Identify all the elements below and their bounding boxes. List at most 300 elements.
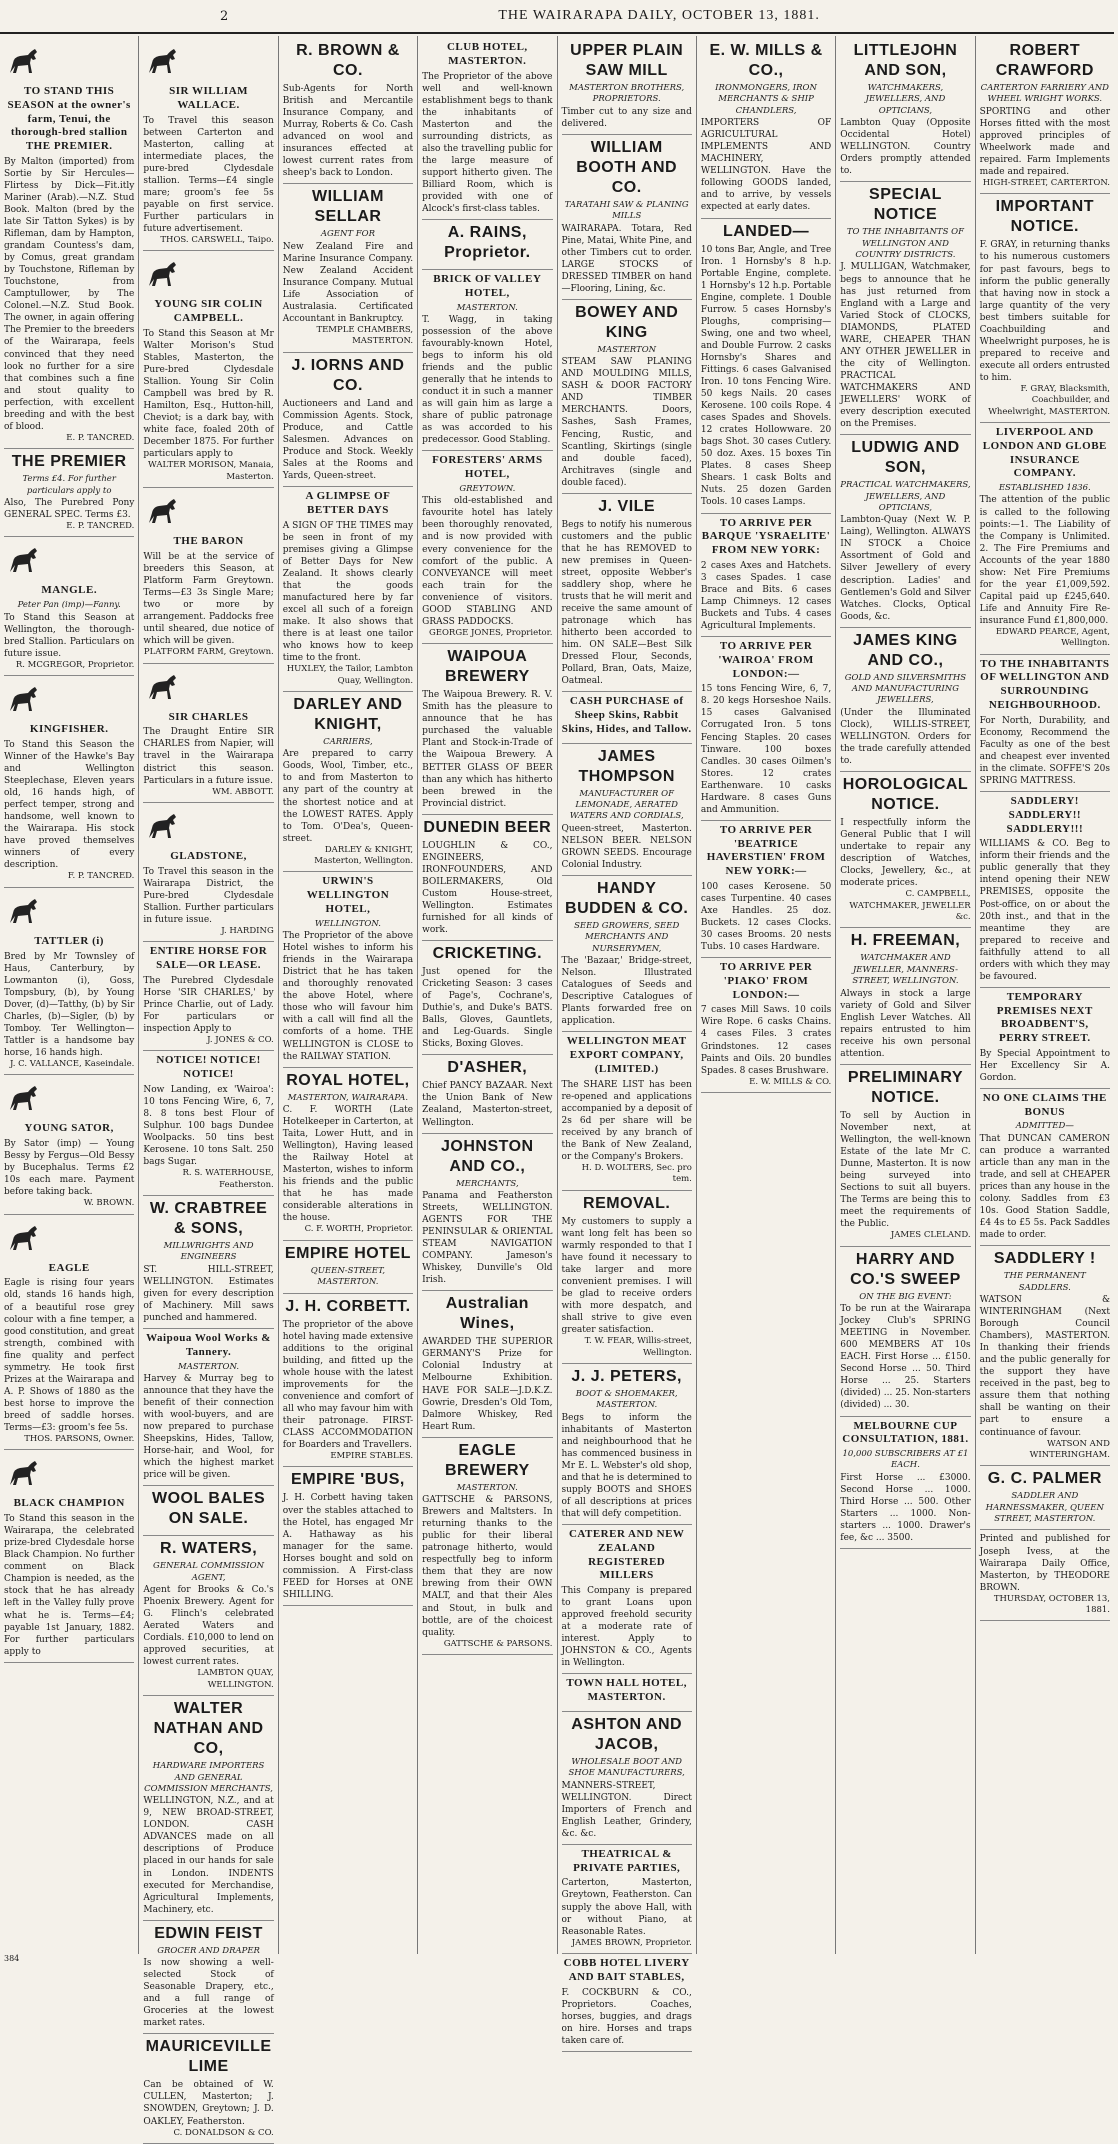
ad-signature: R. S. WATERHOUSE, Featherston.: [182, 1168, 274, 1190]
horse-illustration: [4, 542, 134, 582]
advertisement: [422, 1134, 552, 1292]
ad-body: 100 cases Kerosene. 50 cases Turpentine. 40 cases Axe Handles. 25 doz. Buckets. 12 cases Clocks. 30 cases Brooms. 20 nests Tubs. 10 cases Hardware.: [700, 881, 832, 953]
ad-heading: EMPIRE 'BUS,: [291, 1471, 405, 1489]
masthead: [0, 0, 1114, 34]
ad-body: To Travel this season in the Wairarapa District, the Pure-bred Clydesdale Stallion. Further particulars in future issue.: [143, 866, 274, 925]
ad-heading: JOHNSTON AND CO.,: [441, 1137, 534, 1175]
ad-heading: WAIPOUA BREWERY: [444, 648, 530, 686]
ad-body: LOUGHLIN & CO., ENGINEERS, IRONFOUNDERS, AND BOILERMAKERS, Old Custom House-street, Wellington. Estimates furnished for all kinds of work.: [422, 840, 553, 936]
ad-signature: HUXLEY, the Tailor, Lambton Quay, Wellington.: [286, 664, 414, 686]
ad-heading: FORESTERS' ARMS HOTEL,: [432, 454, 543, 481]
ad-heading: J. J. PETERS,: [571, 1367, 682, 1385]
advertisement: [980, 655, 1110, 792]
ad-signature: EDWARD PEARCE, Agent, Wellington.: [995, 626, 1110, 649]
ad-heading: EMPIRE HOTEL: [284, 1244, 411, 1262]
ad-subheading: WHOLESALE BOOT AND SHOE MANUFACTURERS,: [568, 1756, 685, 1779]
column-5: [558, 36, 697, 2046]
ad-body: SPORTING and other Horses fitted with the most approved principles of Wheelwork made and repaired. Farm Implements made and repaired.: [979, 106, 1110, 177]
ad-subheading: GREYTOWN.: [459, 483, 516, 494]
advertisement: [562, 135, 692, 300]
ad-heading: J. VILE: [598, 497, 656, 515]
ad-heading: EAGLE BREWERY: [444, 1441, 530, 1479]
horse-illustration: [4, 1080, 134, 1120]
advertisement: [143, 1196, 273, 1329]
ad-body: This Company is prepared to grant Loans upon approved freehold security at a moderate rate of interest. Apply to JOHNSTON & CO., Agents in Wellington.: [561, 1586, 692, 1669]
advertisement: [283, 872, 413, 1067]
ad-subheading: TARATAHI SAW & PLANING MILLS: [564, 199, 689, 222]
ad-heading: EDWIN FEIST: [154, 1924, 263, 1942]
ad-heading: HANDY BUDDEN & CO.: [565, 879, 689, 917]
ad-signature: GATTSCHE & PARSONS.: [443, 1638, 553, 1649]
ad-body: Panama and Featherston Streets, WELLINGTON. AGENTS FOR THE PENINSULAR & ORIENTAL STEAM NAVIGATION COMPANY. Jameson's Whiskey, Dunville's Old Irish.: [422, 1190, 553, 1286]
advertisement: [143, 251, 273, 488]
ad-heading: ROYAL HOTEL,: [286, 1071, 410, 1089]
ad-body: Lambton Quay (Opposite Occidental Hotel) WELLINGTON. Country Orders promptly attended to.: [840, 118, 971, 177]
advertisement: [701, 637, 831, 821]
ad-body: The Draught Entire SIR CHARLES from Napier, will travel in the Wairarapa district this season. Particulars in a future issue.: [143, 727, 274, 786]
ad-body: WATSON & WINTERINGHAM (Next Borough Council Chambers), MASTERTON. In thanking their friends and the public generally for the support they have received in the past, beg to assure them that nothing shall be wanting on their part to ensure a continuance of favour.: [979, 1295, 1110, 1438]
ad-heading: ROBERT CRAWFORD: [995, 42, 1094, 79]
ad-subheading: MASTERTON, WAIRARAPA.: [287, 1092, 409, 1103]
ad-heading: LUDWIG AND SON,: [851, 439, 960, 477]
advertisement: [143, 664, 273, 803]
ad-signature: PLATFORM FARM, Greytown.: [143, 647, 274, 658]
ad-body: Now Landing, ex 'Wairoa': 10 tons Fencing Wire, 6, 7, 8. 8 tons best Flour of Sulphur. 100 bags Dundee Woolpacks. 50 tins best Kerosene. 10 tons Salt. 250 bags Sugar.: [143, 1084, 274, 1168]
ad-body: To Travel this season between Carterton and Masterton, calling at intermediate places, the pure-bred Clydesdale stallion. Terms—£4 single mare; groom's fee 5s payable on first service. Further particulars in future advertisement.: [143, 115, 274, 234]
advertisement: [840, 38, 970, 182]
ad-heading: IMPORTANT NOTICE.: [995, 198, 1095, 236]
ad-heading: TO ARRIVE PER 'PIAKO' FROM LONDON:—: [719, 961, 813, 1001]
ad-heading: TATTLER (i): [34, 934, 104, 947]
ad-subheading: MANUFACTURER OF LEMONADE, AERATED WATERS AND CORDIALS,: [569, 788, 684, 822]
advertisement: [701, 38, 831, 219]
advertisement: [980, 792, 1110, 988]
ad-subheading: SEED GROWERS, SEED MERCHANTS AND NURSERYMEN,: [574, 920, 680, 954]
ad-heading: THEATRICAL & PRIVATE PARTIES,: [573, 1847, 681, 1874]
ad-subheading: HARDWARE IMPORTERS AND GENERAL COMMISSION MERCHANTS,: [144, 1761, 273, 1794]
advertisement: [283, 1467, 413, 1605]
ad-signature: EMPIRE STABLES.: [330, 1451, 414, 1462]
advertisement: [143, 2034, 273, 2144]
ad-body: Begs to notify his numerous customers and the public that he has REMOVED to new premises in Queen-street, opposite Webber's saddlery shop, where he trusts that he will merit and receive the same amount of patronage which has hitherto been accorded to him. ON SALE—Best Silk Dressed Flour, Seconds, Pollard, Bran, Oats, Maize, Oatmeal.: [561, 519, 692, 687]
ad-heading: WOOL BALES ON SALE.: [151, 1490, 266, 1528]
ad-body: 2 cases Axes and Hatchets. 3 cases Spades. 1 case Brace and Bits. 6 cases Lamp Chimneys. 12 cases Buckets and Tubs. 4 cases Agricultural Implements.: [700, 560, 832, 632]
ad-subheading: BOOT & SHOEMAKER, MASTERTON.: [575, 1388, 678, 1411]
advertisement: [422, 941, 552, 1055]
ad-body: First Horse ... £3000. Second Horse ... 1000. Third Horse ... 500. Other Starters ... 1000. Non-starters ... 1000. Drawer's fee, &c ... 3500.: [840, 1472, 971, 1543]
advertisement: [562, 1191, 692, 1364]
ad-body: WELLINGTON, N.Z., and at 9, NEW BROAD-STREET, LONDON. CASH ADVANCES made on all descriptions of Produce placed in our hands for sale in London. INDENTS executed for Merchandise, Agricultural Implements, Machinery, etc.: [143, 1796, 274, 1915]
advertisement: [4, 537, 134, 676]
ad-signature: LAMBTON QUAY, WELLINGTON.: [197, 1668, 274, 1690]
advertisement: [980, 1466, 1110, 1530]
advertisement: [562, 1674, 692, 1712]
ad-heading: EAGLE: [48, 1261, 90, 1274]
ad-body: J. MULLIGAN, Watchmaker, begs to announce that he has just returned from England with a Large and Varied Stock of CLOCKS, DIAMONDS, PLATED WARE, CHEAPER THAN ANY OTHER JEWELLER in the city of Wellington. PRACTICAL WATCHMAKERS AND JEWELLERS' WORK of every description executed on the Premises.: [840, 262, 971, 430]
ad-heading: WILLIAM BOOTH AND CO.: [576, 138, 678, 196]
advertisement: [980, 38, 1110, 194]
ad-subheading: MASTERTON: [597, 344, 657, 355]
advertisement: [840, 1065, 970, 1247]
ad-heading: JAMES KING AND CO.,: [853, 631, 958, 669]
ad-heading: CLUB HOTEL, MASTERTON.: [446, 41, 528, 67]
ad-signature: H. D. WOLTERS, Sec. pro tem.: [581, 1162, 692, 1185]
ad-body: I respectfully inform the General Public that I will undertake to repair any description of Watches, Clocks, Jewellery, &c., at moderate prices.: [840, 818, 971, 889]
advertisement: [980, 423, 1110, 655]
advertisement: [4, 1075, 134, 1214]
ad-subheading: TO THE INHABITANTS OF WELLINGTON AND COUNTRY DISTRICTS.: [846, 227, 964, 261]
ad-body: STEAM SAW PLANING AND MOULDING MILLS, SASH & DOOR FACTORY AND TIMBER MERCHANTS. Doors, Sashes, Sash Frames, Fencing, Rustic, and Scantling, Skirtings (single and double faced), Architraves (single and double faced).: [561, 357, 692, 488]
ad-body: To Stand this Season the Winner of the Hawke's Bay and Wellington Steeplechase, Eleven years old, 16 hands high, of perfect temper, strong and handsome, well known to the Wairarapa. His stock have proved themselves winners of every description.: [4, 739, 135, 871]
ad-subheading: THE PERMANENT SADDLERS.: [1003, 1271, 1086, 1293]
ad-signature: J. JONES & CO.: [207, 1035, 274, 1046]
ad-body: 7 cases Mill Saws. 10 coils Wire Rope. 6 casks Chains. 4 cases Files. 3 crates Grindstones. 12 cases Paints and Oils. 20 bundles Spades. 8 cases Brushware.: [700, 1005, 832, 1076]
ad-heading: NO ONE CLAIMS THE BONUS: [982, 1091, 1107, 1118]
ad-signature: F. P. TANCRED.: [67, 871, 135, 882]
column-7: [836, 36, 975, 1954]
ad-subheading: 10,000 SUBSCRIBERS AT £1 EACH.: [842, 1449, 969, 1471]
advertisement: [283, 487, 413, 692]
page-number: 2: [220, 8, 229, 24]
ad-subheading: PRACTICAL WATCHMAKERS, JEWELLERS, AND OPTICIANS,: [840, 480, 971, 513]
advertisement: [283, 38, 413, 184]
ad-body: Carterton, Masterton, Greytown, Featherston. Can supply the above Hall, with or without Piano, at Reasonable Rates.: [561, 1878, 692, 1937]
ad-subheading: GENERAL COMMISSION AGENT,: [153, 1561, 265, 1583]
advertisement: [422, 38, 552, 220]
page-footer: 384: [4, 1954, 20, 1963]
ad-body: Begs to inform the inhabitants of Masterton and neighbourhood that he has commenced business in Mr E. L. Webster's old shop, and that he is determined to supply BOOTS and SHOES of all descriptions at prices that will defy competition.: [561, 1412, 692, 1520]
ad-body: J. H. Corbett having taken over the stables attached to the Hotel, has engaged Mr A. Hathaway as his manager for the same. Horses bought and sold on commission. A First-class FEED for Horses at ONE SHILLING.: [282, 1493, 414, 1600]
ad-body: This old-established and favourite hotel has lately been thoroughly renovated, and is now provided with every convenience for the comfort of the public. A CONVEYANCE will meet each train for the convenience of visitors. GOOD STABLING AND GRASS PADDOCKS.: [422, 496, 553, 627]
ad-signature: HIGH-STREET, CARTERTON.: [982, 178, 1110, 189]
ad-body: Sub-Agents for North British and Mercantile Insurance Company, and Murray, Roberts & Co. Cash advanced on wool and insurances effected at lowest current rates from sheep's back to London.: [282, 84, 414, 179]
advertisement: [701, 219, 831, 514]
ad-heading: LANDED—: [722, 222, 810, 240]
advertisement: [422, 451, 552, 644]
ad-body: Bred by Mr Townsley of Haus, Canterbury, by Lowmanton (i), Goss, Tompsbury, (b), by Young Dover, (d)—Tatthy, (b) by Sir Charles, (b)—Sigler, (b) by Tomboy. Ter Wellington—Tattler is a handsome bay horse, 16 hands high.: [4, 951, 135, 1058]
ad-body: The Proprietor of the above well and well-known establishment begs to thank the inhabitants of Masterton and the surrounding districts, as also the travelling public for the large measure of support hitherto given. The Billiard Room, which is provided with one of Alcock's first-class tables.: [422, 71, 553, 215]
ad-signature: WATSON AND WINTERINGHAM.: [1029, 1438, 1110, 1460]
ad-body: Timber cut to any size and delivered.: [561, 106, 692, 129]
ad-heading: HARRY AND CO.'S SWEEP: [850, 1250, 961, 1288]
ad-heading: TEMPORARY PREMISES NEXT BROADBENT'S, PERRY STREET.: [996, 990, 1093, 1045]
ad-body: The proprietor of the above hotel having made extensive additions to the original building, and fitted up the whole house with the latest improvements for the convenience and comfort of all who may favour him with their patronage. FIRST-CLASS ACCOMMODATION for Boarders and Travellers.: [282, 1319, 414, 1451]
ad-heading: E. W. MILLS & CO.,: [709, 42, 823, 79]
horse-illustration: [143, 493, 273, 533]
advertisement: [143, 803, 273, 942]
advertisement: [562, 1032, 692, 1190]
advertisement: [283, 1241, 413, 1294]
ad-signature: TEMPLE CHAMBERS, MASTERTON.: [316, 325, 414, 347]
ad-heading: J. IORNS AND CO.: [291, 356, 405, 394]
ad-heading: J. H. CORBETT.: [285, 1297, 411, 1315]
ad-heading: BOWEY AND KING: [575, 303, 679, 341]
advertisement: [840, 928, 970, 1064]
ad-heading: CATERER AND NEW ZEALAND REGISTERED MILLERS: [568, 1528, 685, 1582]
ad-signature: GEORGE JONES, Proprietor.: [428, 627, 553, 638]
ad-body: The 'Bazaar,' Bridge-street, Nelson. Illustrated Catalogues of Seeds and Descriptive Catalogues of Plants forwarded free on application.: [561, 956, 692, 1027]
ad-signature: JAMES CLELAND.: [890, 1230, 971, 1241]
advertisement: [562, 494, 692, 693]
advertisement: [283, 353, 413, 487]
advertisement: [143, 1051, 273, 1196]
advertisement: [562, 744, 692, 876]
ad-body: Is now showing a well-selected Stock of Seasonable Drapery, etc., and a full range of Groceries at the lowest market rates.: [143, 1958, 274, 2029]
ad-signature: E. P. TANCRED.: [66, 432, 135, 443]
ad-heading: A. RAINS, Proprietor.: [444, 224, 531, 262]
horse-illustration: [4, 893, 134, 933]
advertisement: [701, 514, 831, 638]
ad-body: Eagle is rising four years old, stands 16 hands high, of a beautiful rose grey colour with a fine temper, a good constitution, and great strength, combined with fine quality and perfect symmetry. He took first Prizes at the Wairarapa and A. P. Shows of 1880 as the best horse to improve the breed of saddle horses. Terms—£3: groom's fee 5s.: [4, 1278, 135, 1433]
horse-illustration: [4, 1220, 134, 1260]
newspaper-title: THE WAIRARAPA DAILY, OCTOBER 13, 1881.: [498, 8, 820, 23]
ad-heading: MANGLE.: [41, 584, 98, 597]
ad-heading: THE BARON: [173, 535, 244, 548]
column-6: [697, 36, 836, 1954]
advertisement: [562, 1845, 692, 1954]
ad-heading: WALTER NATHAN AND CO,: [153, 1700, 264, 1758]
ad-heading: R. BROWN & CO.: [296, 42, 400, 79]
advertisement: [562, 1364, 692, 1525]
column-1: [0, 36, 139, 1954]
ad-heading: WELLINGTON MEAT EXPORT COMPANY, (LIMITED.): [566, 1035, 687, 1075]
advertisement: [422, 1055, 552, 1133]
advertisement: [980, 194, 1110, 423]
ad-signature: W. BROWN.: [83, 1198, 135, 1209]
ad-body: 15 tons Fencing Wire, 6, 7, 8. 20 kegs Horseshoe Nails. 15 cases Galvanised Corrugated Iron. 5 tons Fencing Staples. 20 cases Tinware. 100 boxes Candles. 30 cases Oilmen's Stores. 12 crates Earthenware. 10 casks Hardware. 8 cases Guns and Ammunition.: [700, 684, 832, 815]
horse-illustration: [143, 808, 273, 848]
ad-subheading: MASTERTON.: [456, 302, 518, 313]
ad-heading: ASHTON AND JACOB,: [571, 1715, 683, 1753]
ad-body: T. Wagg, in taking possession of the above favourably-known Hotel, begs to inform his old friends and the public generally that he intends to conduct it in such a manner as will gain him as large a share of public patronage as was accorded to his predecessor. Good Stabling.: [422, 314, 553, 446]
ad-heading: R. WATERS,: [159, 1540, 258, 1558]
ad-body: That DUNCAN CAMERON can produce a warranted article than any man in the trade, and sell at CHEAPER prices than any house in the colony. Saddles from £3 10s. Good Station Saddle, £4 4s to £5 5s. Pack Saddles made to order.: [979, 1133, 1110, 1241]
ad-body: My customers to supply a want long felt has been so warmly responded to that I have found it necessary to take larger and more convenient premises. I will be glad to receive orders with more despatch, and shall strive to give even greater satisfaction.: [561, 1216, 692, 1336]
ad-signature: WALTER MORISON, Manaia, Masterton.: [148, 460, 274, 482]
ad-signature: JAMES BROWN, Proprietor.: [571, 1937, 692, 1948]
ad-body: Agent for Brooks & Co.'s Phoenix Brewery. Agent for G. Flinch's celebrated Aerated Waters and Cordials. £10,000 to lend on approved securities, at lowest current rates.: [143, 1585, 274, 1668]
advertisement: [840, 1417, 970, 1550]
advertisement: [562, 38, 692, 135]
advertisement: [422, 220, 552, 270]
ad-heading: BLACK CHAMPION: [13, 1497, 125, 1510]
ad-heading: SADDLERY !: [993, 1250, 1096, 1268]
ad-body: To sell by Auction in November next, at Wellington, the well-known Estate of the late Mr C. Dunne, Masterton. It is now being surveyed into Sections to suit all buyers. The Terms are being this to meet the requirements of the Public.: [840, 1110, 971, 1230]
horse-illustration: [143, 256, 273, 296]
ad-body: Chief PANCY BAZAAR. Next the Union Bank of New Zealand, Masterton-street, Wellington.: [422, 1081, 553, 1128]
ad-heading: SIR CHARLES: [168, 710, 249, 723]
ad-heading: HOROLOGICAL NOTICE.: [842, 776, 969, 814]
ad-signature: T. W. FEAR, Willis-street, Wellington.: [584, 1336, 692, 1358]
ad-signature: R. MCGREGOR, Proprietor.: [15, 659, 135, 670]
ad-heading: TOWN HALL HOTEL, MASTERTON.: [566, 1677, 687, 1704]
ad-signature: E. W. MILLS & CO.: [749, 1076, 832, 1087]
ad-body: Queen-street, Masterton. NELSON BEER. NELSON GROWN SEEDS. Encourage Colonial Industry.: [561, 823, 692, 870]
advertisement: [143, 38, 273, 251]
advertisement: [980, 1246, 1110, 1466]
ad-body: GATTSCHE & PARSONS, Brewers and Maltsters. In returning thanks to the public for their liberal patronage hitherto, would respectfully beg to inform them that they are now brewing from their OWN MALT, and that their Ales and Stout, in bulk and bottle, are of the choicest quality.: [422, 1495, 553, 1638]
advertisement: [562, 1525, 692, 1674]
ad-body: The Waipoua Brewery. R. V. Smith has the pleasure to announce that he has purchased the valuable Plant and Stock-in-Trade of the Waipoua Brewery. A BETTER GLASS OF BEER than any which has hitherto been brewed in the Provincial district.: [422, 690, 553, 809]
ad-body: 10 tons Bar, Angle, and Tree Iron. 1 Hornsby's 8 h.p. Portable Engine, complete. 1 Hornsby's 12 h.p. Portable Engine, complete. 1 Double Furrow. 5 cases Hornsby's Ploughs, comprising—Swing, one and two wheel, and Double Furrow. 2 casks Hornsby's Shares and Fittings. 6 cases Galvanised Iron. 10 tons Fencing Wire. 50 kegs Nails. 20 cases Kerosene. 100 coils Rope. 4 cases Spades and Shovels. 12 crates Hollowware. 20 bags Shot. 30 cases Cutlery. 50 doz. Axes. 15 boxes Tin Plates. 8 cases Sheep Shears. 1 cask Bolts and Nuts. 25 dozen Garden Tools. 10 cases Lamps.: [700, 244, 832, 508]
ad-signature: THOS. PARSONS, Owner.: [24, 1434, 135, 1445]
ad-subheading: ADMITTED—: [1015, 1121, 1074, 1132]
ad-body: A SIGN OF THE TIMES may be seen in front of my premises giving a Glimpse of Better Days for New Zealand. It shows clearly that the goods manufactured here by far excel all such of a foreign make. It also shows that there is at least one tailor who knows how to keep time to the front.: [282, 520, 414, 664]
ad-body: To Stand this Season at Mr Walter Morison's Stud Stables, Masterton, the Pure-bred Clydesdale Stallion. Young Sir Colin Campbell was bred by R. Hamilton, Esq., Hutton-hill, Cheviot; is a dark bay, with white face, foaled 20th of December 1875. For further particulars apply to: [143, 328, 274, 460]
advertisement: [701, 958, 831, 1093]
ad-body: By Special Appointment to Her Excellency Sir A. Gordon.: [979, 1048, 1110, 1083]
ad-heading: REMOVAL.: [583, 1194, 671, 1212]
ad-heading: DARLEY AND KNIGHT,: [293, 695, 403, 733]
ad-signature: DARLEY & KNIGHT, Masterton, Wellington.: [314, 844, 414, 867]
ad-body: F. COCKBURN & CO., Proprietors. Coaches, horses, buggies, and drags on hire. Horses and traps taken care of.: [561, 1987, 692, 2046]
ad-heading: H. FREEMAN,: [850, 932, 961, 950]
ad-subheading: MASTERTON BROTHERS, PROPRIETORS.: [569, 83, 685, 105]
advertisement: [422, 815, 552, 941]
ad-body: C. F. WORTH (Late Hotelkeeper in Carterton, at Taita, Lower Hutt, and in Wellington), Having leased the Railway Hotel at Masterton, wishes to inform his friends and the public that he has made considerable alterations in the house.: [282, 1104, 414, 1224]
horse-illustration: [143, 669, 273, 709]
ad-subheading: AGENT FOR: [320, 229, 376, 240]
advertisement: [4, 38, 134, 449]
ad-heading: SADDLERY! SADDLERY!! SADDLERY!!!: [1006, 795, 1084, 835]
ad-subheading: WATCHMAKERS, JEWELLERS, AND OPTICIANS,: [865, 83, 946, 116]
advertisement: [4, 1215, 134, 1451]
ad-subheading: SADDLER AND HARNESSMAKER, QUEEN STREET, MASTERTON.: [985, 1491, 1104, 1525]
ad-subheading: MILLWRIGHTS AND ENGINEERS: [163, 1241, 254, 1263]
ad-heading: TO ARRIVE PER 'BEATRICE HAVERSTIEN' FROM NEW YORK:—: [706, 823, 826, 878]
ad-body: ST. HILL-STREET, WELLINGTON. Estimates given for every description of Machinery. Mill saws punched and hammered.: [143, 1264, 274, 1323]
ad-heading: JAMES THOMPSON: [578, 747, 675, 785]
ad-subheading: MERCHANTS,: [455, 1178, 519, 1189]
ad-heading: DUNEDIN BEER: [423, 818, 552, 836]
column-3: [279, 36, 418, 1954]
ad-heading: TO ARRIVE PER BARQUE 'YSRAELITE' FROM NEW YORK:: [701, 516, 831, 557]
advertisement: [422, 270, 552, 451]
advertisement: [4, 1450, 134, 1662]
ad-signature: J. C. VALLANCE, Kaseindale.: [9, 1058, 135, 1069]
ad-body: Just opened for the Cricketing Season: 3 cases of Page's, Cochrane's, Duthie's, and Duke's BATS. Balls, Gloves, Gauntlets, and Leg-Guards. Single Sticks, Boxing Gloves.: [422, 967, 553, 1050]
ad-heading: W. CRABTREE & SONS,: [149, 1200, 268, 1238]
ad-subheading: GOLD AND SILVERSMITHS AND MANUFACTURING JEWELLERS,: [844, 672, 967, 706]
advertisement: [980, 988, 1110, 1089]
advertisement: [562, 692, 692, 743]
ad-heading: GLADSTONE,: [170, 849, 247, 862]
advertisement: [701, 821, 831, 958]
ad-heading: WILLIAM SELLAR: [311, 188, 384, 226]
ad-heading: TO STAND THIS SEASON at the owner's farm, Tenui, the thorough-bred stallion THE PREMIER.: [7, 85, 131, 152]
ad-signature: F. GRAY, Blacksmith, Coachbuilder, and Wheelwright, MASTERTON.: [988, 383, 1110, 417]
advertisement: [283, 692, 413, 873]
ad-body: The Purebred Clydesdale Horse 'SIR CHARLES,' by Prince Charlie, out of Lady. For particulars or inspection Apply to: [143, 975, 274, 1035]
ad-body: IMPORTERS OF AGRICULTURAL IMPLEMENTS AND MACHINERY, WELLINGTON. Have the following GOODS landed, and to arrive, by vessels expected at early dates.: [700, 118, 832, 213]
ad-heading: PRELIMINARY NOTICE.: [847, 1068, 963, 1106]
ad-heading: MELBOURNE CUP CONSULTATION, 1881.: [842, 1419, 969, 1446]
ad-signature: THURSDAY, OCTOBER 13, 1881.: [993, 1593, 1110, 1616]
ad-heading: URWIN'S WELLINGTON HOTEL,: [306, 875, 390, 915]
advertisement: [840, 182, 970, 435]
ad-heading: YOUNG SIR COLIN CAMPBELL.: [154, 298, 263, 325]
ad-subheading: WATCHMAKER AND JEWELLER, MANNERS-STREET, WELLINGTON.: [852, 953, 959, 987]
ad-subheading: CARTERTON FARRIERY AND WHEEL WRIGHT WORKS.: [980, 83, 1109, 105]
ad-body: To Stand this Season at Wellington, the thorough-bred Stallion. Particulars on future issue.: [4, 612, 135, 659]
ad-body: WILLIAMS & CO. Beg to inform their friends and the public generally that they intend opening their NEW PREMISES, opposite the Post-office, on or about the 20th inst., and that in the meantime they are prepared to receive and faithfully attend to all orders with which they may be favoured.: [979, 839, 1110, 982]
ad-body: For North, Durability, and Economy, Recommend the Faculty as one of the best and cheapest ever invented in the climate. SOFFE'S 20s SPRING MATTRESS.: [979, 715, 1110, 786]
advertisement: [283, 1068, 413, 1241]
advertisement: [422, 1438, 552, 1655]
ad-body: The Proprietor of the above Hotel wishes to inform his friends in the Wairarapa District that he has taken and thoroughly renovated the above Hotel, where those who will favour him with a call will find all the comforts of a home. THE WELLINGTON is CLOSE to the RAILWAY STATION.: [282, 931, 414, 1062]
advertisement: [840, 772, 970, 928]
ad-body: Auctioneers and Land and Commission Agents. Stock, Produce, and Cattle Salesmen. Advances on Produce and Stock. Weekly Sales at the Rooms and Yards, Queen-street.: [282, 398, 414, 482]
ad-body: Are prepared to carry Goods, Wool, Timber, etc., to and from Masterton to any part of the country at the shortest notice and at the LOWEST RATES. Apply to Tom. O'Dea's, Queen-street.: [282, 749, 414, 844]
ad-heading: YOUNG SATOR,: [24, 1122, 114, 1135]
advertisement: [562, 1954, 692, 2052]
ad-body: Can be obtained of W. CULLEN, Masterton; J. SNOWDEN, Greytown; J. D. OAKLEY, Featherston.: [143, 2080, 274, 2127]
ad-heading: MAURICEVILLE LIME: [145, 2038, 272, 2076]
ad-body: AWARDED THE SUPERIOR GERMANY'S Prize for Colonial Industry at Melbourne Exhibition. HAVE FOR SALE—J.D.K.Z. Gowrie, Dresden's Old Tom, Dalmore Whiskey, Red Heart Rum.: [422, 1337, 553, 1432]
column-8: [976, 36, 1114, 1954]
ad-subheading: Terms £4. For further particulars apply to: [22, 474, 116, 496]
ad-signature: C. DONALDSON & CO.: [173, 2127, 274, 2138]
ad-heading: CASH PURCHASE of Sheep Skins, Rabbit Skins, Hides, and Tallow.: [561, 695, 692, 735]
advertisement: [143, 1329, 273, 1486]
ad-heading: TO ARRIVE PER 'WAIROA' FROM LONDON:—: [718, 640, 814, 680]
ad-subheading: QUEEN-STREET, MASTERTON.: [310, 1265, 386, 1288]
ad-signature: C. CAMPBELL, WATCHMAKER, JEWELLER &c.: [849, 889, 971, 923]
advertisement: [143, 1921, 273, 2035]
advertisement: [562, 1712, 692, 1845]
ad-subheading: IRONMONGERS, IRON MERCHANTS & SHIP CHANDLERS,: [715, 83, 817, 116]
ad-body: Lambton-Quay (Next W. P. Laing), Wellington. ALWAYS IN STOCK a Choice Assortment of Gold and Silver Jewellery of every description. Ladies' and Gentlemen's Gold and Silver Watches. Clocks, Optical Goods, &c.: [840, 515, 971, 622]
ad-heading: Australian Wines,: [445, 1295, 529, 1333]
ad-heading: KINGFISHER.: [29, 723, 109, 736]
ad-body: WAIRARAPA. Totara, Red Pine, Matai, White Pine, and other Timbers cut to order. LARGE STOCKS of DRESSED TIMBER on hand—Flooring, Lining, &c.: [561, 223, 692, 294]
column-2: [139, 36, 278, 2138]
advertisement: [4, 449, 134, 537]
ad-subheading: CARRIERS,: [323, 736, 373, 747]
ad-subheading: GROCER AND DRAPER: [157, 1945, 260, 1956]
advertisement: [143, 1696, 273, 1921]
advertisement: [283, 1294, 413, 1468]
ad-body: Also, The Purebred Pony GENERAL SPEC. Terms £3.: [4, 497, 135, 520]
advertisement: [143, 942, 273, 1051]
ad-heading: COBB HOTEL LIVERY AND BAIT STABLES,: [563, 1957, 690, 1983]
ad-heading: NOTICE! NOTICE! NOTICE!: [156, 1054, 261, 1081]
ad-body: Harvey & Murray beg to announce that they have the benefit of their connection with wool-buyers, and are now prepared to purchase Sheepskins, Hides, Tallow, Horse-hair, and Wool, for which the highest market price will be given.: [143, 1373, 274, 1481]
ad-subheading: WELLINGTON.: [314, 918, 381, 929]
advertisement: [562, 300, 692, 494]
ad-subheading: ON THE BIG EVENT:: [859, 1291, 952, 1302]
horse-illustration: [4, 1455, 134, 1495]
advertisement: [283, 184, 413, 352]
ad-heading: ENTIRE HORSE FOR SALE—OR LEASE.: [149, 945, 268, 972]
ad-subheading: ESTABLISHED 1836.: [998, 483, 1091, 494]
ad-body: Printed and published for Joseph Ivess, at the Wairarapa Daily Office, Masterton, by THEODORE BROWN.: [979, 1534, 1110, 1593]
advertisement: [980, 1089, 1110, 1246]
ad-heading: LIVERPOOL AND LONDON AND GLOBE INSURANCE COMPANY.: [982, 426, 1107, 480]
advertisement: [840, 1247, 970, 1417]
advertisement: [840, 435, 970, 628]
ad-heading: SIR WILLIAM WALLACE.: [169, 85, 249, 111]
advertisement: [840, 628, 970, 772]
ad-heading: D'ASHER,: [447, 1059, 528, 1077]
ad-body: Always in stock a large variety of Gold and Silver English Lever Watches. All repairs entrusted to him receive his own personal attention.: [840, 988, 971, 1059]
ad-body: F. GRAY, in returning thanks to his numerous customers for past favours, begs to inform the public generally that having now in stock a large quantity of the very best timbers suitable for Coachbuilding and Wheelwright purposes, he is prepared to receive and execute all orders entrusted to him.: [979, 240, 1110, 383]
ad-heading: BRICK OF VALLEY HOTEL,: [433, 273, 542, 299]
advertisement: [562, 876, 692, 1032]
ad-body: By Malton (imported) from Sortie by Sir Hercules—Flirtess by Dick—Fit.itly Mariner (Arab).—N.Z. Stud Book. Malton (bred by the late Sir Tatton Sykes) is by Rifleman, dam by Hampton, grandam Countess's dam, by Comus, great grandam by Touchstone, Rifleman by Touchstone, from Camptullower, by The Colonel.—N.Z. Stud Book. The owner, in again offering The Premier to the breeders of the Wairarapa, feels convinced that they need look no further for a sire that combines such a fine and stout quality to perfection, with excellent breeding and with the best of blood.: [4, 156, 135, 432]
ad-heading: THE PREMIER: [11, 453, 127, 471]
ad-heading: A GLIMPSE OF BETTER DAYS: [305, 490, 391, 516]
